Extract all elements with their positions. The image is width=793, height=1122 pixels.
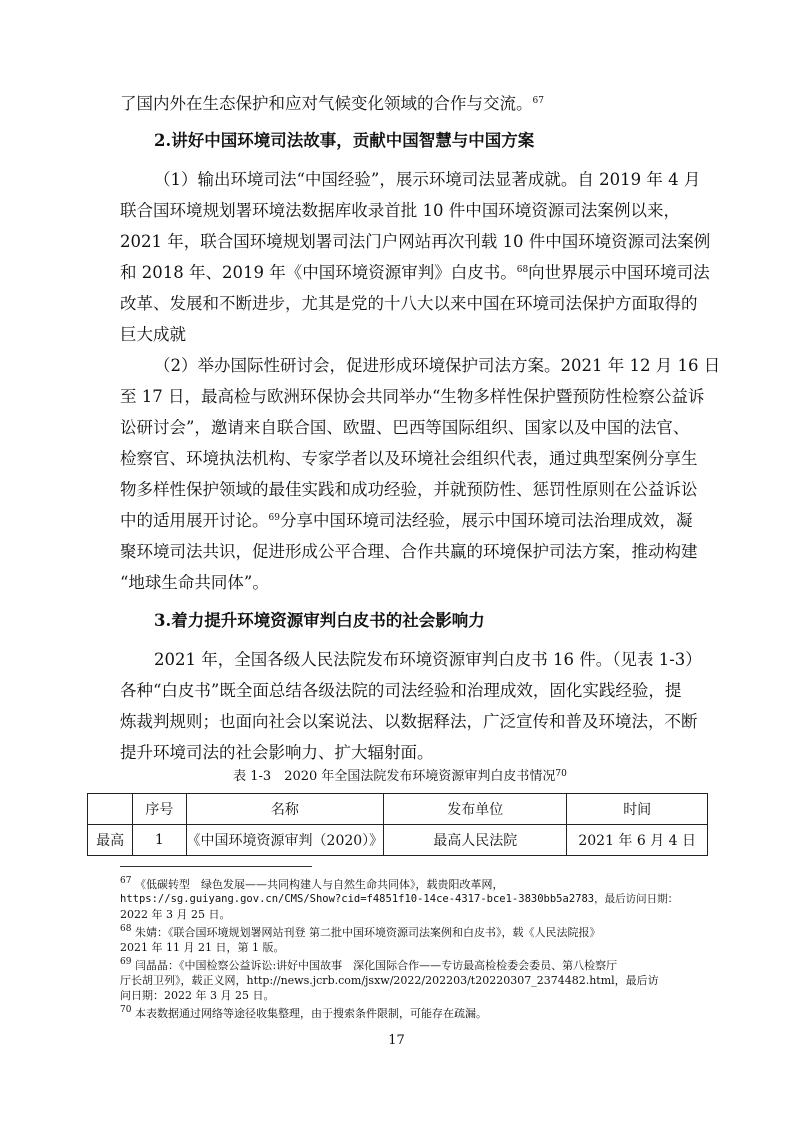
footnote-url[interactable]: https://sg.guiyang.gov.cn/CMS/Show?cid=f4851f10-14ce-4317-bce1-3830bb5a2783，最后访问日期： xyxy=(120,893,679,905)
page-number: 17 xyxy=(388,1033,405,1048)
footnote-text[interactable]: 厅长胡卫列》，载正义网，http://news.jcrb.com/jsxw/2022/202203/t20220307_2374482.html，最后访 xyxy=(120,974,659,987)
paragraph-line xyxy=(120,94,680,114)
footnote-number: 70 xyxy=(120,1005,132,1015)
paragraph-line: （1）输出环境司法“中国经验”，展示环境司法显著成就。自 2019 年 4 月 xyxy=(154,170,701,189)
paragraph-line xyxy=(120,263,710,283)
paragraph-line: 检察官、环境执法机构、专家学者以及环境社会组织代表，通过典型案例分享生 xyxy=(120,449,698,468)
table-header-cell: 时间 xyxy=(567,794,708,825)
footnote-text: 本表数据通过网络等途径收集整理，由于搜索条件限制，可能存在疏漏。 xyxy=(134,1007,487,1020)
paragraph-line: 炼裁判规则；也面向社会以案说法、以数据释法，广泛宣传和普及环境法，不断 xyxy=(120,712,698,731)
footnote-text: 2021 年 11 月 21 日，第 1 版。 xyxy=(120,941,285,954)
table-cell: 2021 年 6 月 4 日 xyxy=(567,825,708,856)
section-heading: 2.讲好中国环境司法故事，贡献中国智慧与中国方案 xyxy=(154,131,535,150)
table-row xyxy=(88,825,708,856)
paragraph-line: 各种“白皮书”既全面总结各级法院的司法经验和治理成效，固化实践经验，提 xyxy=(120,681,682,700)
table-cell: 最高人民法院 xyxy=(384,825,567,856)
paragraph-line: 物多样性保护领域的最佳实践和成功经验，并就预防性、惩罚性原则在公益诉讼 xyxy=(120,480,698,499)
paragraph-line: 改革、发展和不断进步，尤其是党的十八大以来中国在环境司法保护方面取得的 xyxy=(120,294,698,313)
text-run: 了国内外在生态保护和应对气候变化领域的合作与交流。 xyxy=(120,94,533,113)
footnote-69 xyxy=(120,958,692,973)
whitepaper-table xyxy=(87,793,708,856)
footnote-text: 闫晶晶：《中国检察公益诉讼:讲好中国故事 深化国际合作——专访最高检检委会委员、第八检察厅 xyxy=(134,959,618,972)
footnote-ref[interactable]: 68 xyxy=(516,265,529,275)
table-header-cell xyxy=(88,794,133,825)
footnote-text: 朱婧：《联合国环境规划署网站刊登 第二批中国环境资源司法案例和白皮书》，载《人民法院报》 xyxy=(134,926,601,939)
paragraph-line: 聚环境司法共识，促进形成公平合理、合作共赢的环境保护司法方案，推动构建 xyxy=(120,542,698,561)
table-header-cell: 名称 xyxy=(186,794,384,825)
footnote-67 xyxy=(120,877,692,892)
footnote-70 xyxy=(120,1006,692,1021)
table-header-cell: 序号 xyxy=(133,794,186,825)
footnote-divider xyxy=(120,866,312,867)
paragraph-line: 提升环境司法的社会影响力、扩大辐射面。 xyxy=(120,743,434,762)
table-header-cell: 发布单位 xyxy=(384,794,567,825)
caption-text: 表 1-3 2020 年全国法院发布环境资源审判白皮书情况 xyxy=(233,769,556,784)
table-header-row xyxy=(88,794,708,825)
paragraph-line: “地球生命共同体”。 xyxy=(120,573,269,592)
text-run: 和 2018 年、2019 年《中国环境资源审判》白皮书。 xyxy=(120,263,517,282)
paragraph-line xyxy=(120,511,693,531)
footnote-ref[interactable]: 70 xyxy=(555,769,567,779)
paragraph-line: 讼研讨会”，邀请来自联合国、欧盟、巴西等国际组织、国家以及中国的法官、 xyxy=(120,418,690,437)
paragraph-line: 2021 年，联合国环境规划署司法门户网站再次刊载 10 件中国环境资源司法案例 xyxy=(120,232,711,251)
paragraph-line: 联合国环境规划署环境法数据库收录首批 10 件中国环境资源司法案例以来， xyxy=(120,201,680,220)
paragraph-line: 2021 年，全国各级人民法院发布环境资源审判白皮书 16 件。（见表 1-3） xyxy=(154,650,702,669)
table-caption xyxy=(120,769,680,785)
table-cell: 1 xyxy=(133,825,186,856)
paragraph-line: 至 17 日，最高检与欧洲环保协会共同举办“生物多样性保护暨预防性检察公益诉 xyxy=(120,387,705,406)
section-heading: 3.着力提升环境资源审判白皮书的社会影响力 xyxy=(154,611,485,630)
footnote-68 xyxy=(120,925,692,940)
text-run: 分享中国环境司法经验，展示中国环境司法治理成效，凝 xyxy=(279,511,693,530)
text-run: 中的适用展开讨论。 xyxy=(120,511,269,530)
paragraph-line: （2）举办国际性研讨会，促进形成环境保护司法方案。2021 年 12 月 16 日 xyxy=(154,356,721,375)
table-cell: 《中国环境资源审判（2020）》 xyxy=(186,825,384,856)
footnote-text: 问日期：2022 年 3 月 25 日。 xyxy=(120,989,275,1002)
text-run: 向世界展示中国环境司法 xyxy=(528,263,710,282)
footnote-number: 68 xyxy=(120,924,132,934)
footnote-text: 2022 年 3 月 25 日。 xyxy=(120,908,231,921)
footnote-ref[interactable]: 67 xyxy=(532,96,544,106)
table-cell: 最高 xyxy=(88,825,133,856)
footnote-number: 67 xyxy=(120,876,132,886)
footnote-ref[interactable]: 69 xyxy=(268,513,280,523)
footnote-text: 《低碳转型 绿色发展——共同构建人与自然生命共同体》，载贵阳改革网， xyxy=(134,878,504,891)
paragraph-line: 巨大成就 xyxy=(120,325,186,344)
footnote-number: 69 xyxy=(120,957,132,967)
